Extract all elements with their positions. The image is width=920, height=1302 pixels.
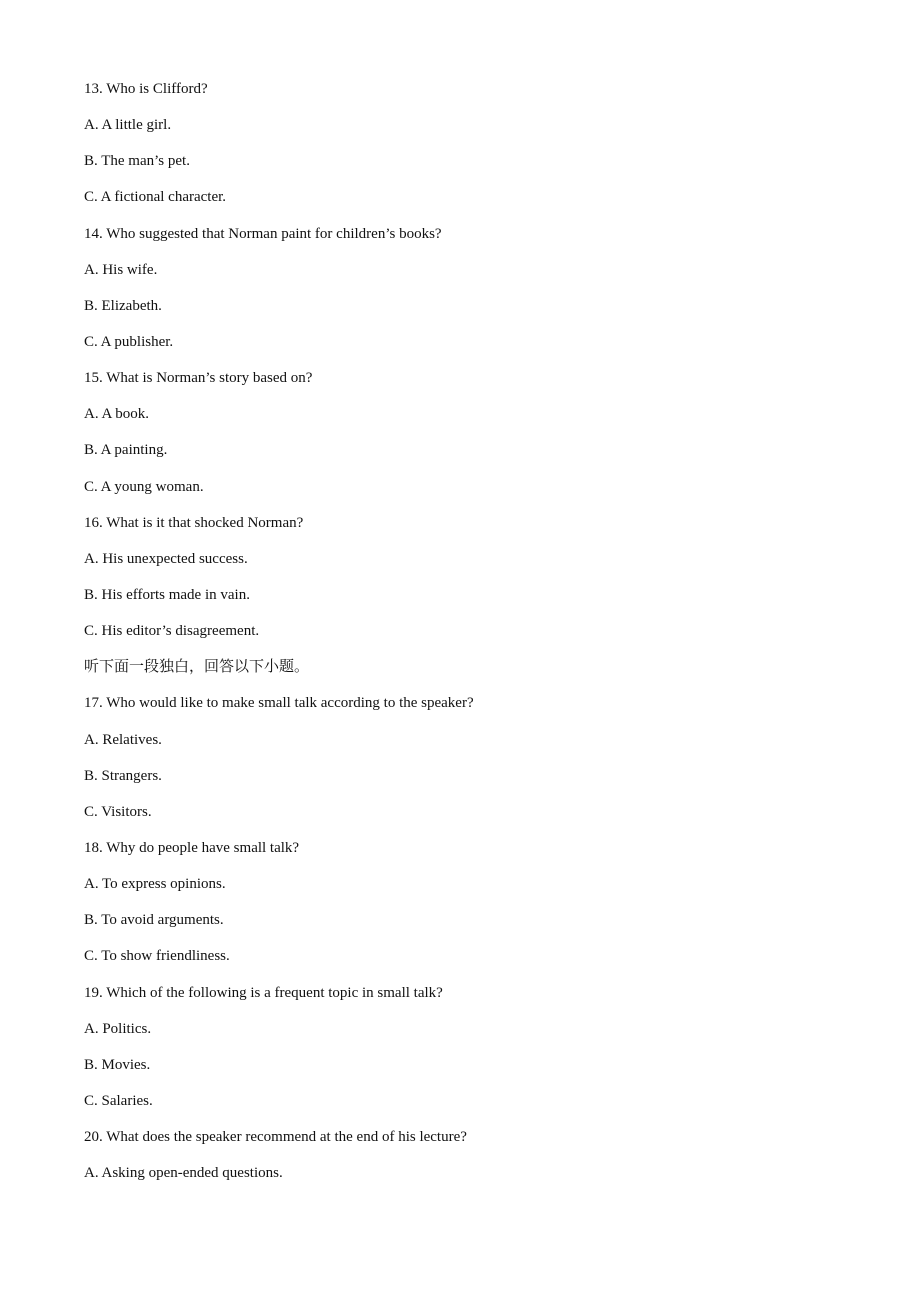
option-17c: C. Visitors. — [84, 803, 152, 820]
question-18: 18. Why do people have small talk? — [84, 839, 300, 856]
question-16: 16. What is it that shocked Norman? — [84, 514, 304, 531]
question-19: 19. Which of the following is a frequent topic in small talk? — [84, 984, 443, 1001]
option-15b: B. A painting. — [84, 442, 168, 459]
option-19b: B. Movies. — [84, 1056, 151, 1073]
question-15: 15. What is Norman’s story based on? — [84, 370, 313, 387]
question-17: 17. Who would like to make small talk according to the speaker? — [84, 695, 474, 712]
option-16c: C. His editor’s disagreement. — [84, 623, 260, 640]
question-13: 13. Who is Clifford? — [84, 81, 208, 97]
option-14c: C. A publisher. — [84, 333, 174, 350]
document-page — [84, 78, 844, 1198]
option-15a: A. A book. — [84, 406, 150, 423]
option-19a: A. Politics. — [84, 1020, 152, 1037]
question-20: 20. What does the speaker recommend at the end of his lecture? — [84, 1129, 467, 1146]
option-13c: C. A fictional character. — [84, 189, 227, 206]
option-17b: B. Strangers. — [84, 767, 162, 784]
option-13a: A. A little girl. — [84, 117, 172, 134]
option-19c: C. Salaries. — [84, 1092, 153, 1109]
option-16b: B. His efforts made in vain. — [84, 586, 250, 603]
option-18b: B. To avoid arguments. — [84, 912, 224, 929]
option-14b: B. Elizabeth. — [84, 297, 162, 314]
option-17a: A. Relatives. — [84, 731, 162, 748]
option-15c: C. A young woman. — [84, 478, 204, 495]
option-14a: A. His wife. — [84, 261, 158, 278]
option-18a: A. To express opinions. — [84, 876, 226, 893]
section-instruction: 听下面一段独白，回答以下小题。 — [84, 659, 310, 676]
option-16a: A. His unexpected success. — [84, 550, 248, 567]
option-20a: A. Asking open-ended questions. — [84, 1165, 283, 1182]
option-18c: C. To show friendliness. — [84, 948, 230, 965]
option-13b: B. The man’s pet. — [84, 153, 190, 170]
question-14: 14. Who suggested that Norman paint for children’s books? — [84, 225, 442, 242]
